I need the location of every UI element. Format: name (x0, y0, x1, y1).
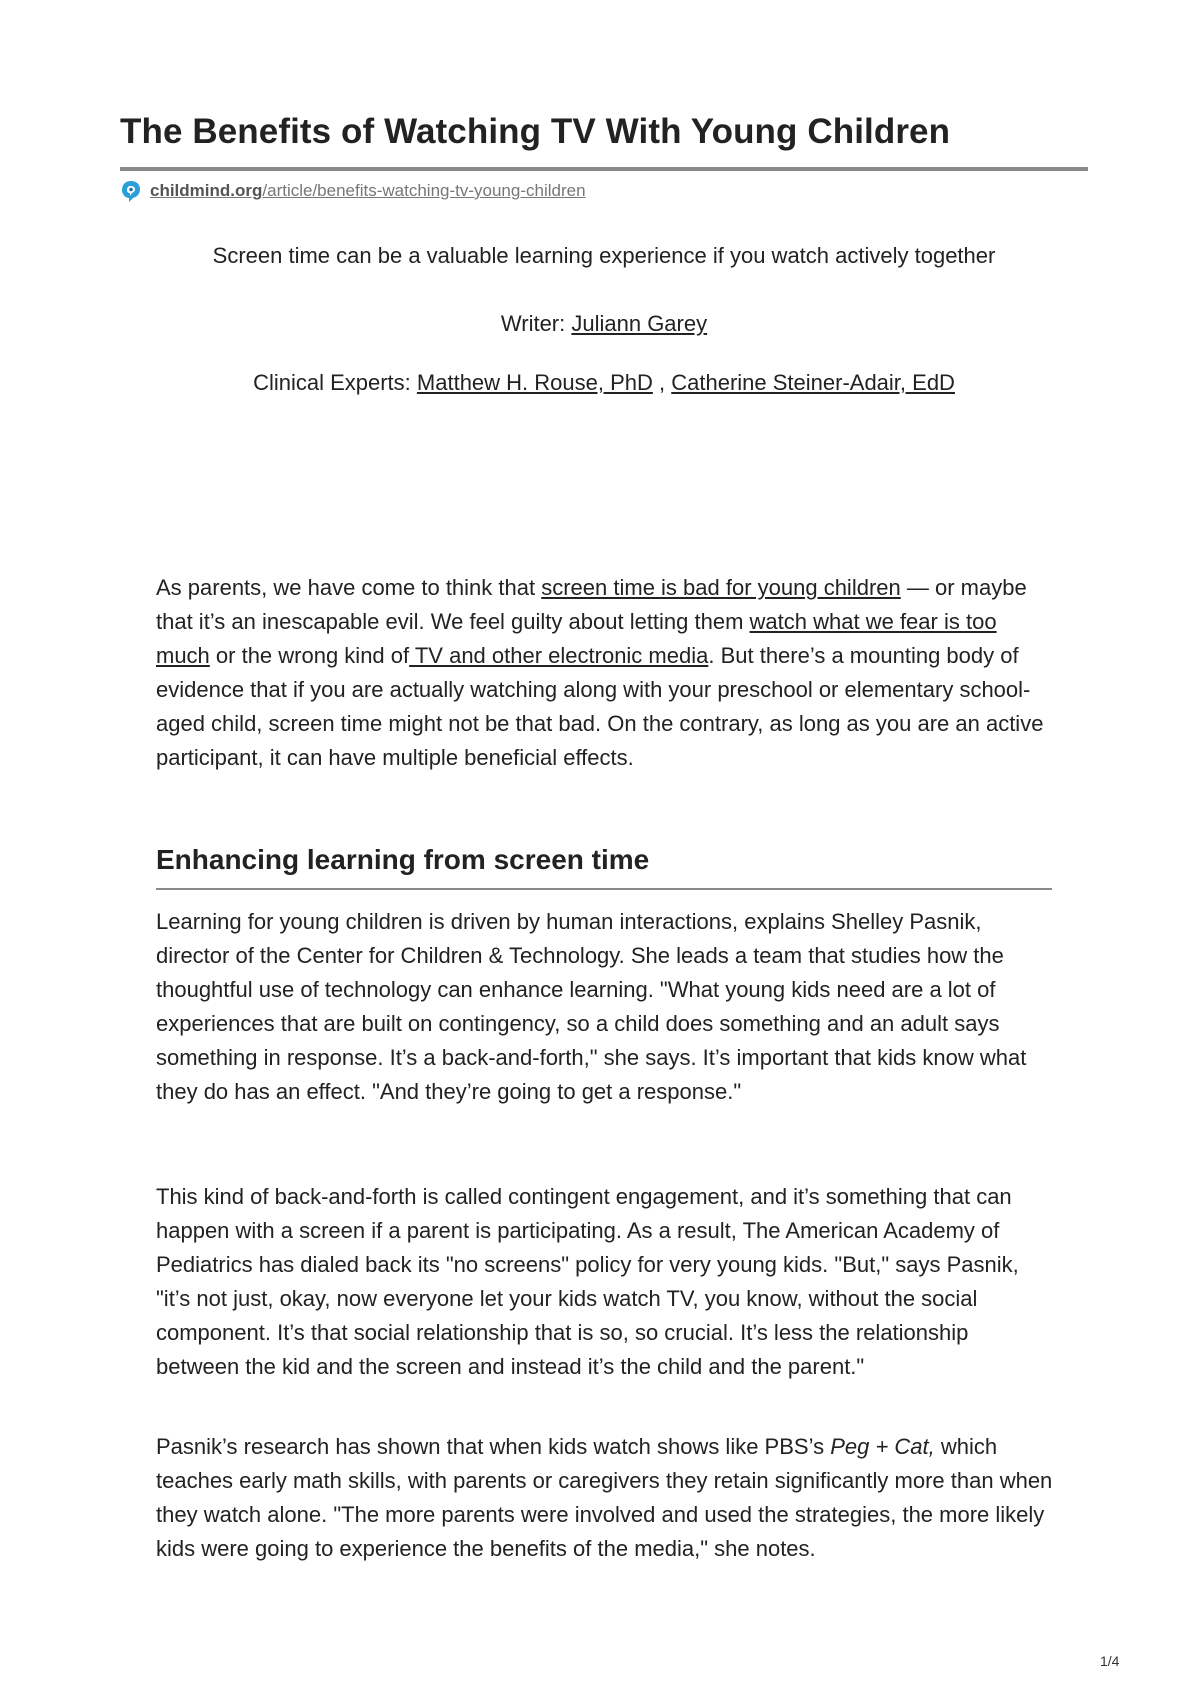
source-line (120, 178, 586, 204)
link-tv-electronic-media[interactable]: TV and other electronic media (409, 643, 709, 668)
writer-line (120, 311, 1088, 337)
writer-link[interactable]: Juliann Garey (571, 311, 708, 336)
experts-separator: , (652, 370, 672, 395)
link-screen-time-bad[interactable]: screen time is bad for young children (541, 575, 901, 600)
section-paragraph-1: Learning for young children is driven by human interactions, explains Shelley Pasnik, director of the Center for Children & Technology. She leads a team that studies how the thoughtful use of technology can enhance learning. "What young kids need are a lot of experiences that are built on contingency, so a child does something and an adult says something in response. It’s a back-and-forth," she says. It’s important that kids know what they do has an effect. "And they’re going to get a response." (156, 909, 1027, 1104)
experts-label: Clinical Experts: (253, 370, 417, 395)
show-title: Peg + Cat, (830, 1434, 935, 1459)
section-heading: Enhancing learning from screen time (156, 844, 650, 875)
clinical-experts-line (120, 370, 1088, 396)
source-url-link[interactable] (150, 181, 586, 201)
page-number: 1/4 (1100, 1653, 1120, 1669)
source-domain: childmind.org (150, 181, 263, 200)
intro-text-2: — or maybe that it’s an inescapable evil. We feel guilty about letting them (156, 575, 1027, 634)
writer-label: Writer: (500, 311, 572, 336)
title-divider (120, 167, 1088, 171)
section-paragraph-2: This kind of back-and-forth is called contingent engagement, and it’s something that can happen with a screen if a parent is participating. As a result, The American Academy of Pediatrics has dialed back its "no screens" policy for very young kids. "But," says Pasnik, "it’s not just, okay, now everyone let your kids watch TV, you know, without the social component. It’s that social relationship that is so, so crucial. It’s less the relationship between the kid and the screen and instead it’s the child and the parent." (156, 1184, 1019, 1379)
childmind-logo-icon (120, 179, 142, 203)
section-paragraph-3 (156, 1430, 1056, 1566)
expert-link-steiner-adair[interactable]: Catherine Steiner-Adair, EdD (671, 370, 955, 395)
expert-link-rouse[interactable]: Matthew H. Rouse, PhD (416, 370, 653, 395)
intro-text-1: As parents, we have come to think that (156, 575, 542, 600)
section-divider (156, 888, 1052, 890)
p3-text-b: which teaches early math skills, with parents or caregivers they retain significantly more than when they watch alone. "The more parents were involved and used the strategies, the more likely kids were going to experience the benefits of the media," she notes. (156, 1434, 1053, 1561)
article-subtitle: Screen time can be a valuable learning experience if you watch actively together (212, 243, 996, 268)
source-path: /article/benefits-watching-tv-young-children (262, 181, 586, 200)
intro-text-4: . But there’s a mounting body of evidence that if you are actually watching along with your preschool or elementary school-aged child, screen time might not be that bad. On the contrary, as long as you are an active participant, it can have multiple beneficial effects. (156, 643, 1044, 770)
p3-text-a: Pasnik’s research has shown that when kids watch shows like PBS’s (156, 1434, 831, 1459)
intro-text-3: or the wrong kind of (209, 643, 410, 668)
link-watch-too-much[interactable]: watch what we fear is too much (156, 609, 997, 668)
page-title: The Benefits of Watching TV With Young Children (120, 112, 951, 151)
intro-paragraph (156, 571, 1056, 775)
